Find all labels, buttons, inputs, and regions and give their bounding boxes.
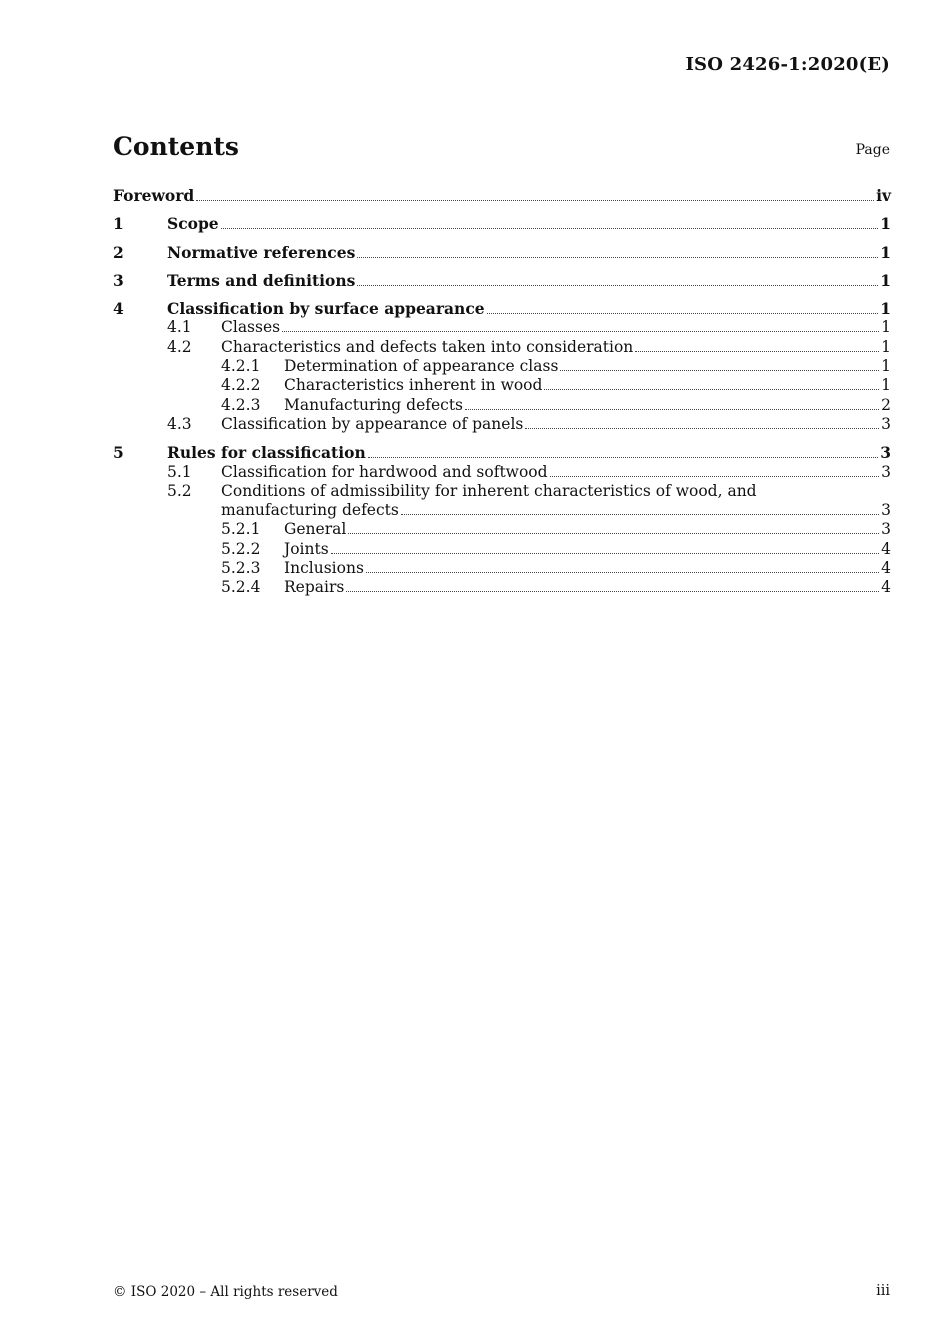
page-column-label: Page <box>855 142 890 158</box>
toc-entry-5-2-continued[interactable] <box>113 501 891 520</box>
toc-entry-5-2-4[interactable] <box>113 578 891 597</box>
leader-dots <box>346 578 879 592</box>
toc-entry-4-3[interactable] <box>113 415 891 434</box>
toc-page: 1 <box>881 318 891 337</box>
toc-page: 3 <box>881 520 891 539</box>
toc-title: Characteristics and defects taken into consideration <box>221 337 634 356</box>
toc-entry-5[interactable] <box>113 443 891 462</box>
leader-dots <box>221 215 879 229</box>
toc-page: 1 <box>880 214 891 234</box>
toc-number: 5.2.1 <box>221 520 261 539</box>
toc-entry-foreword[interactable] <box>113 186 891 205</box>
leader-dots <box>635 338 879 352</box>
toc-entry-4[interactable] <box>113 299 891 318</box>
toc-title: Inclusions <box>284 559 364 578</box>
toc-page: 4 <box>881 539 891 558</box>
toc-page: 3 <box>881 501 891 520</box>
toc-page: iv <box>876 186 891 205</box>
toc-title: Terms and definitions <box>167 270 356 290</box>
toc-number: 5.2.3 <box>221 559 261 578</box>
toc-title: Classification by surface appearance <box>167 299 485 319</box>
toc-title: Normative references <box>167 242 356 262</box>
leader-dots <box>331 540 879 554</box>
toc-title: Foreword <box>113 186 195 205</box>
toc-entry-4-2[interactable] <box>113 338 891 357</box>
toc-page: 1 <box>881 337 891 356</box>
page-number: iii <box>876 1283 890 1299</box>
toc-entry-5-2-1[interactable] <box>113 520 891 539</box>
toc-entry-5-2-2[interactable] <box>113 540 891 559</box>
toc-number: 5.2.2 <box>221 539 261 558</box>
document-id: ISO 2426-1:2020(E) <box>685 54 890 75</box>
leader-dots <box>544 376 879 390</box>
toc-title: General <box>284 520 347 539</box>
toc-title: Repairs <box>284 578 345 597</box>
toc-page: 2 <box>881 395 891 414</box>
toc-entry-4-2-3[interactable] <box>113 396 891 415</box>
toc-number: 4.2.3 <box>221 395 261 414</box>
leader-dots <box>465 396 879 410</box>
toc-title-line1: Conditions of admissibility for inherent characteristics of wood, and <box>221 481 757 500</box>
leader-dots <box>357 244 878 258</box>
toc-number: 2 <box>113 242 124 262</box>
toc-number: 4.3 <box>167 414 192 433</box>
toc-entry-5-2-3[interactable] <box>113 559 891 578</box>
toc-page: 1 <box>880 270 891 290</box>
toc-title: Classification by appearance of panels <box>221 414 524 433</box>
leader-dots <box>366 559 879 573</box>
toc-title: Manufacturing defects <box>284 395 464 414</box>
toc-entry-4-2-2[interactable] <box>113 376 891 395</box>
leader-dots <box>560 357 879 371</box>
table-of-contents <box>113 186 891 598</box>
toc-title: Rules for classification <box>167 443 366 463</box>
toc-title: Characteristics inherent in wood <box>284 376 543 395</box>
toc-number: 5.2.4 <box>221 578 261 597</box>
toc-number: 4.2.2 <box>221 376 261 395</box>
toc-title: Classification for hardwood and softwood <box>221 462 548 481</box>
toc-page: 3 <box>880 443 891 463</box>
copyright-notice: © ISO 2020 – All rights reserved <box>113 1284 338 1300</box>
toc-entry-1[interactable] <box>113 214 891 233</box>
toc-number: 5.2 <box>167 481 192 500</box>
leader-dots <box>487 300 879 314</box>
leader-dots <box>368 444 878 458</box>
toc-page: 1 <box>880 299 891 319</box>
toc-entry-5-1[interactable] <box>113 463 891 482</box>
toc-entry-4-2-1[interactable] <box>113 357 891 376</box>
toc-entry-4-1[interactable] <box>113 318 891 337</box>
leader-dots <box>196 187 874 201</box>
leader-dots <box>401 501 879 515</box>
toc-number: 3 <box>113 270 124 290</box>
toc-page: 1 <box>880 242 891 262</box>
toc-title: Determination of appearance class <box>284 357 559 376</box>
toc-number: 4.2.1 <box>221 357 261 376</box>
leader-dots <box>348 520 879 534</box>
leader-dots <box>525 415 879 429</box>
leader-dots <box>550 463 880 477</box>
toc-title: Scope <box>167 214 219 234</box>
toc-entry-5-2[interactable] <box>113 482 891 501</box>
toc-title-line2: manufacturing defects <box>221 501 399 520</box>
toc-number: 4.1 <box>167 318 192 337</box>
leader-dots <box>282 318 879 332</box>
toc-page: 3 <box>881 414 891 433</box>
toc-title: Classes <box>221 318 281 337</box>
toc-page: 3 <box>881 462 891 481</box>
toc-number: 4 <box>113 299 124 319</box>
toc-page: 4 <box>881 559 891 578</box>
toc-title: Joints <box>284 539 329 558</box>
toc-number: 5 <box>113 443 124 463</box>
toc-page: 1 <box>881 357 891 376</box>
toc-page: 4 <box>881 578 891 597</box>
toc-entry-3[interactable] <box>113 271 891 290</box>
toc-number: 1 <box>113 214 124 234</box>
toc-page: 1 <box>881 376 891 395</box>
contents-title: Contents <box>113 132 240 161</box>
leader-dots <box>357 272 878 286</box>
toc-number: 4.2 <box>167 337 192 356</box>
toc-number: 5.1 <box>167 462 192 481</box>
toc-entry-2[interactable] <box>113 243 891 262</box>
